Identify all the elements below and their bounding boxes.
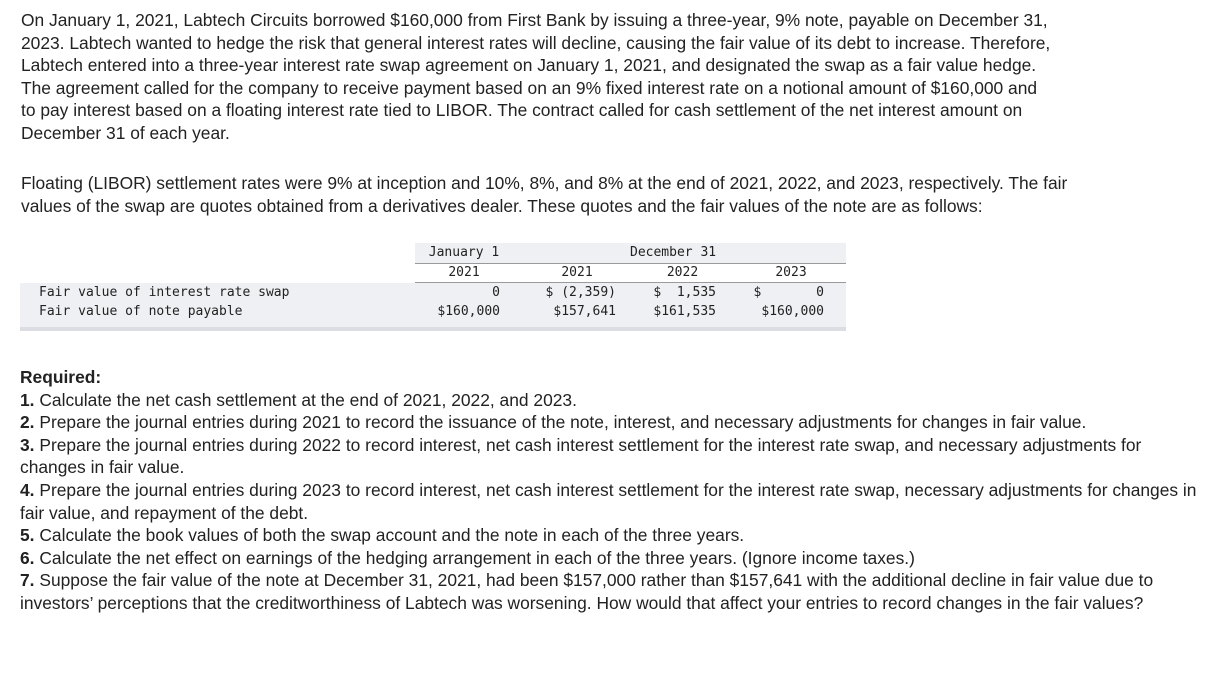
header-january: January 1 [428,245,500,260]
required-item [20,479,1200,524]
required-item [20,411,1200,434]
required-item [20,524,1200,547]
table-cell: 0 [492,285,500,300]
intro-paragraph-2 [21,172,1196,217]
required-item [20,569,1200,614]
item-text: Calculate the book values of both the swap account and the note in each of the three years. [34,525,745,546]
item-text: Suppose the fair value of the note at December 31, 2021, had been $157,000 rather than $157,641 with the additional decline in fair value due to investors’ perceptions that the creditworthiness of Labtech was worsening. How would that affect your entries to record changes in the fair values? [20,570,1154,613]
item-text: Prepare the journal entries during 2021 to record the issuance of the note, interest, and necessary adjustments for changes in fair value. [34,412,1087,433]
header-december: December 31 [630,245,717,260]
item-number: 7. [20,570,35,591]
required-item [20,434,1200,479]
text-line: to pay interest based on a floating interest rate tied to LIBOR. The contract called for cash settlement of the net interest amount on [21,100,1023,121]
text-line: December 31 of each year. [21,122,230,143]
table-cell: $157,641 [553,304,616,319]
required-section [20,366,1200,615]
row-label-swap: Fair value of interest rate swap [39,285,290,300]
table-cell: $160,000 [761,304,824,319]
required-item [20,547,1200,570]
table-cell: $161,535 [653,304,716,319]
required-item [20,389,1200,412]
year-header: 2023 [775,265,807,280]
item-number: 4. [20,479,35,500]
row-label-note: Fair value of note payable [39,304,243,319]
table-cell: $ 1,535 [653,285,716,300]
item-number: 5. [20,525,35,546]
item-number: 2. [20,412,35,433]
item-text: Calculate the net cash settlement at the end of 2021, 2022, and 2023. [34,389,577,410]
required-title: Required: [20,367,102,387]
text-line: 2023. Labtech wanted to hedge the risk that general interest rates will decline, causing the fair value of its debt to increase. Therefore, [21,32,1051,53]
year-header: 2021 [561,265,593,280]
text-line: Floating (LIBOR) settlement rates were 9% at inception and 10%, 8%, and 8% at the end of 2021, 2022, and 2023, respectively. The fair [21,173,1068,193]
item-number: 3. [20,434,35,455]
table-cell: $ 0 [753,285,824,300]
item-number: 1. [20,389,35,410]
table-cell: $160,000 [437,304,500,319]
table-footer-rule [20,327,846,331]
text-line: The agreement called for the company to receive payment based on an 9% fixed interest rate on a notional amount of $160,000 and [21,77,1038,98]
year-header: 2021 [448,265,480,280]
year-header: 2022 [666,265,699,280]
item-text: Calculate the net effect on earnings of the hedging arrangement in each of the three years. (Ignore income taxes.) [34,547,915,568]
text-line: Labtech entered into a three-year interest rate swap agreement on January 1, 2021, and designated the swap as a fair value hedge. [21,55,1037,76]
item-number: 6. [20,547,35,568]
text-line: On January 1, 2021, Labtech Circuits borrowed $160,000 from First Bank by issuing a three-year, 9% note, payable on December 31, [21,10,1048,30]
intro-paragraph-1 [21,9,1196,145]
item-text: Prepare the journal entries during 2022 to record interest, net cash interest settlement for the interest rate swap, and necessary adjustments for changes in fair value. [20,434,1142,478]
item-text: Prepare the journal entries during 2023 to record interest, net cash interest settlement for the interest rate swap, necessary adjustments for changes in fair value, and repayment of the debt. [20,479,1197,523]
table-cell: $ (2,359) [545,285,616,300]
text-line: values of the swap are quotes obtained from a derivatives dealer. These quotes and the fair values of the note are as follows: [21,195,983,216]
